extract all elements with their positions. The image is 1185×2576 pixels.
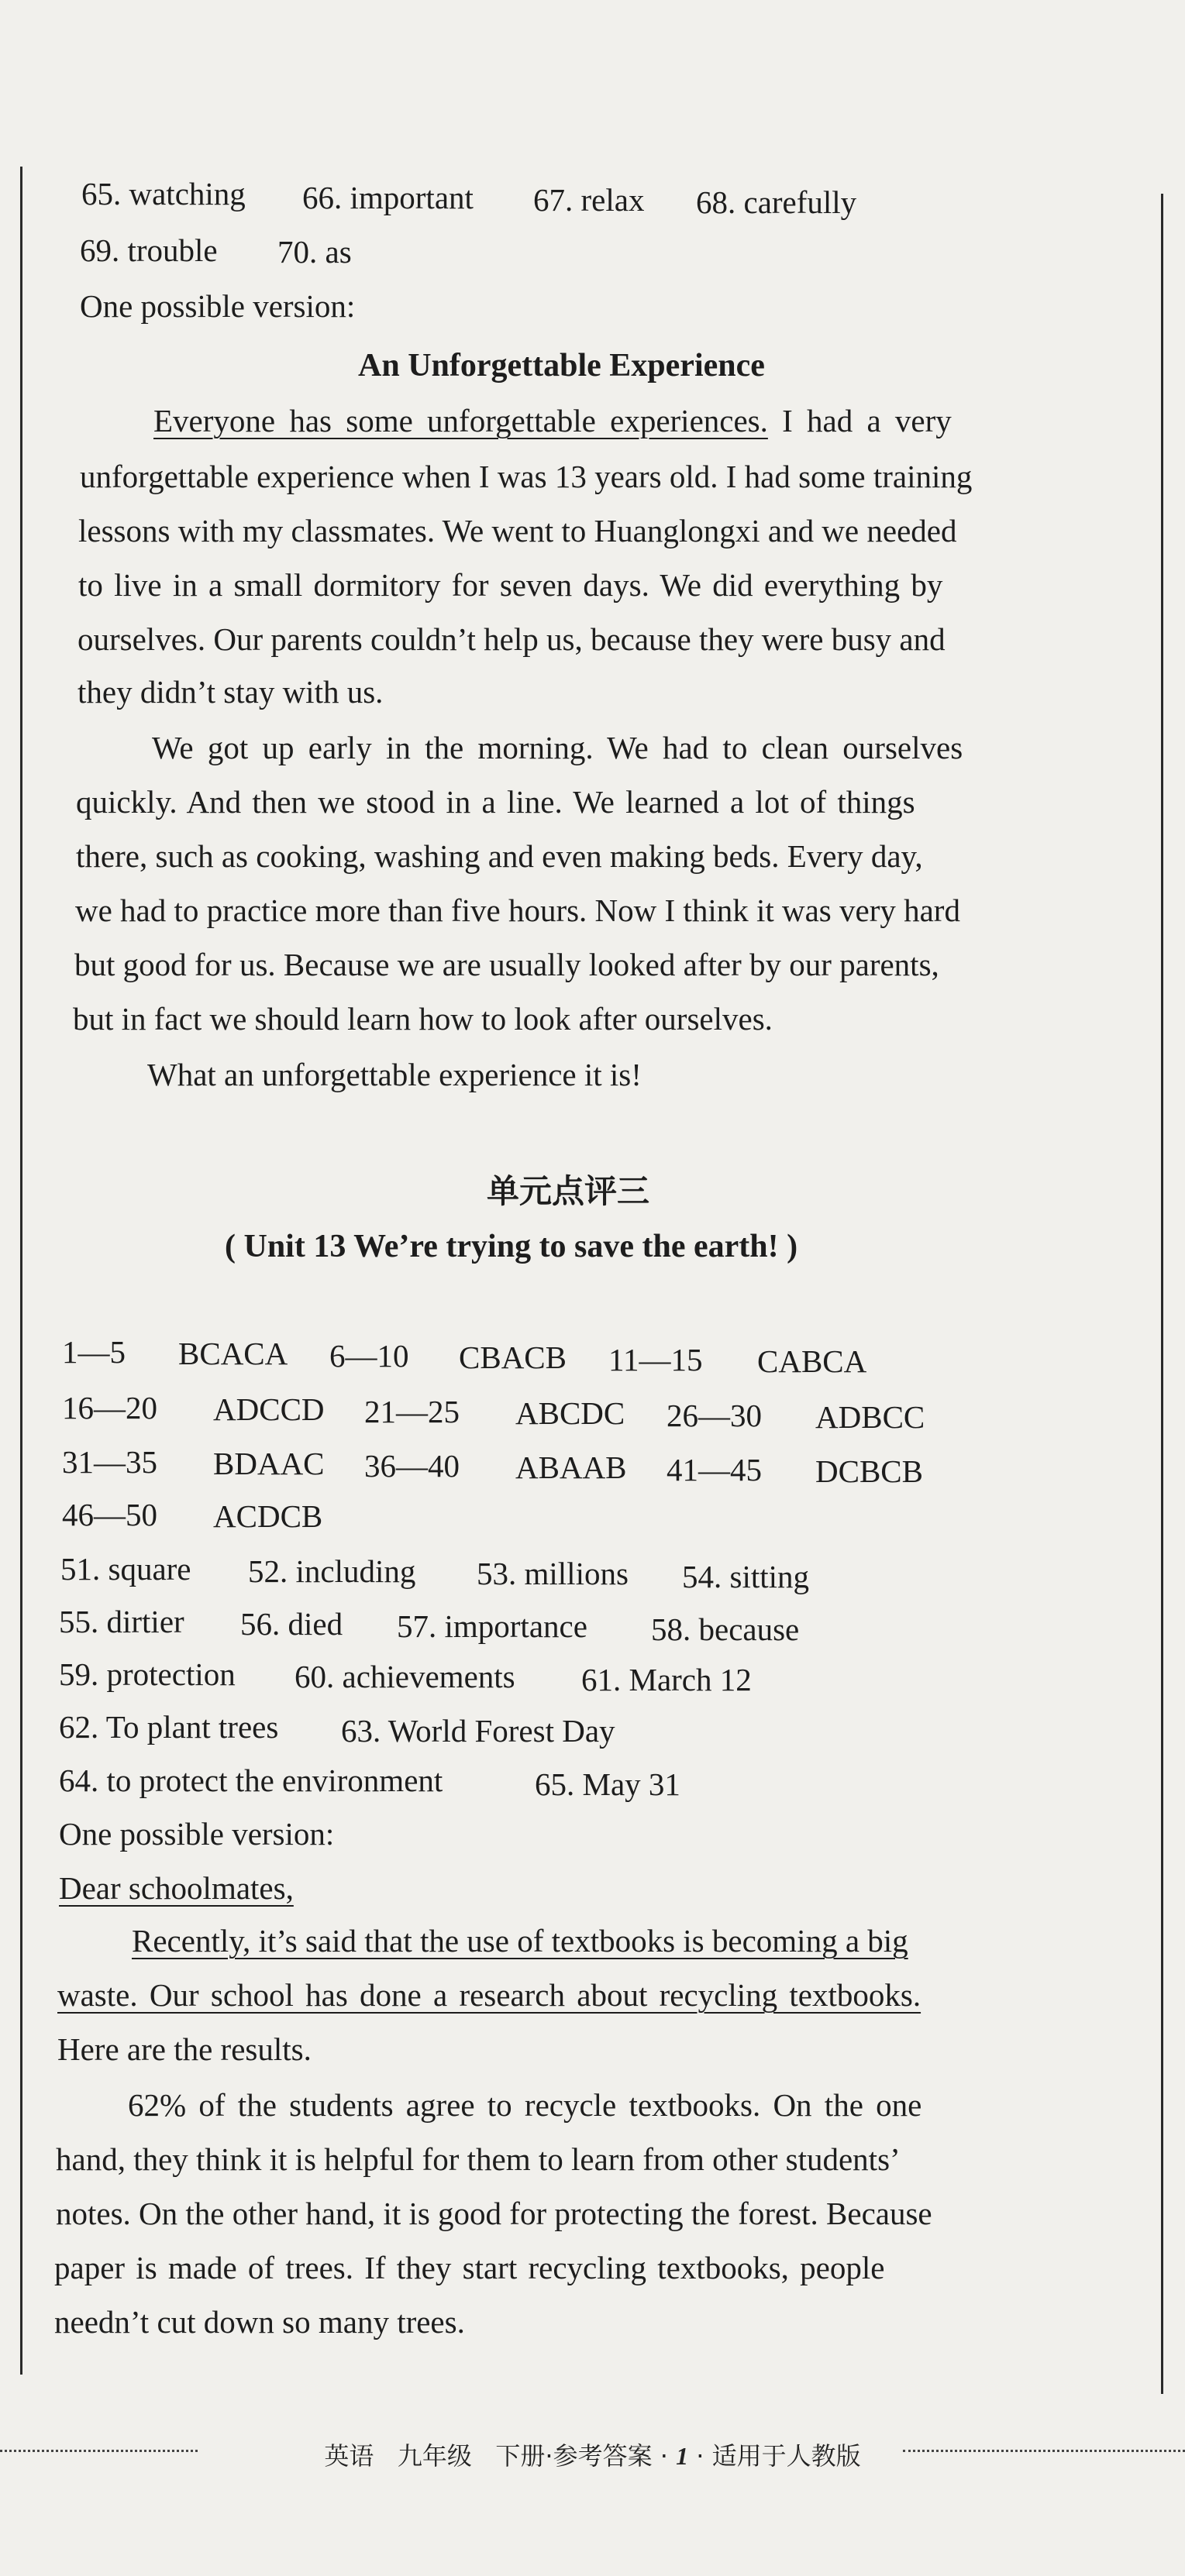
answer-54: 54. sitting: [682, 1559, 810, 1594]
essay2-intro: One possible version:: [59, 1816, 335, 1852]
answer-56: 56. died: [240, 1606, 343, 1642]
answer-66: 66. important: [302, 180, 474, 215]
essay1-p3: What an unforgettable experience it is!: [147, 1057, 642, 1092]
essay1-p1-line4: to live in a small dormitory for seven days. We did everything by: [78, 567, 943, 603]
footer-subject: 英语: [324, 2441, 374, 2471]
choice-answer: BCACA: [178, 1336, 288, 1371]
choice-range: 36—40: [364, 1448, 460, 1484]
choice-answer: DCBCB: [815, 1453, 923, 1489]
answer-62: 62. To plant trees: [59, 1709, 279, 1745]
unit-review-subtitle: ( Unit 13 We’re trying to save the earth! ): [225, 1229, 798, 1264]
essay1-p2-line4: we had to practice more than five hours. Now I think it was very hard: [75, 892, 960, 928]
essay2-p1-line3: Here are the results.: [57, 2031, 312, 2067]
essay1-p1-line5: ourselves. Our parents couldn’t help us, because they were busy and: [78, 621, 946, 657]
footer-grade: 九年级: [397, 2441, 472, 2471]
unit-review-title: 单元点评三: [487, 1172, 650, 1210]
essay1-p2-line1: We got up early in the morning. We had to clean ourselves: [152, 730, 963, 765]
answer-53: 53. millions: [477, 1556, 629, 1591]
choice-range: 26—30: [667, 1398, 762, 1433]
answer-69: 69. trouble: [80, 232, 218, 268]
essay2-p2-line3: notes. On the other hand, it is good for protecting the forest. Because: [56, 2196, 932, 2231]
choice-answer: ADCCD: [213, 1391, 325, 1427]
answer-60: 60. achievements: [295, 1659, 515, 1694]
answer-65: 65. watching: [81, 176, 246, 212]
answer-51: 51. square: [60, 1551, 191, 1587]
choice-answer: CBACB: [459, 1340, 567, 1375]
answer-67: 67. relax: [533, 182, 645, 218]
answer-59: 59. protection: [59, 1656, 236, 1692]
footer-edition: 适用于人教版: [711, 2441, 861, 2471]
essay2-salutation: Dear schoolmates,: [59, 1870, 294, 1906]
choice-range: 1—5: [62, 1334, 126, 1370]
choice-answer: ABCDC: [515, 1395, 625, 1431]
essay1-p2-line6: but in fact we should learn how to look after ourselves.: [73, 1001, 773, 1037]
essay1-p1-line2: unforgettable experience when I was 13 years old. I had some training: [80, 459, 973, 494]
footer-section: 参考答案: [553, 2441, 653, 2471]
essay2-p2-line1: 62% of the students agree to recycle textbooks. On the one: [128, 2087, 922, 2123]
choice-answer: ABAAB: [515, 1450, 627, 1485]
essay1-p2-line2: quickly. And then we stood in a line. We learned a lot of things: [76, 784, 915, 820]
choice-range: 6—10: [329, 1338, 409, 1374]
essay1-p1-line1-rest: I had a very: [782, 403, 952, 439]
essay1-intro: One possible version:: [80, 288, 356, 324]
choice-answer: ADBCC: [815, 1399, 925, 1435]
essay2-p2-line5: needn’t cut down so many trees.: [54, 2304, 465, 2340]
answer-57: 57. importance: [397, 1608, 587, 1644]
page-number: 1: [676, 2442, 689, 2470]
choice-range: 41—45: [667, 1452, 762, 1487]
essay1-p1-line1: [153, 401, 952, 440]
essay1-topic-sentence: Everyone has some unforgettable experiences.: [153, 403, 768, 439]
footer-volume: 下册: [495, 2441, 546, 2471]
answer-70: 70. as: [277, 234, 352, 270]
choice-range: 11—15: [608, 1342, 703, 1377]
answer-55: 55. dirtier: [59, 1604, 184, 1639]
answer-58: 58. because: [651, 1611, 800, 1647]
essay2-p1-line1: Recently, it’s said that the use of textbooks is becoming a big: [132, 1923, 908, 1959]
answer-65b: 65. May 31: [535, 1766, 680, 1802]
essay2-p1-line2: waste. Our school has done a research about recycling textbooks.: [57, 1977, 921, 2013]
choice-range: 31—35: [62, 1444, 157, 1480]
essay2-p2-line2: hand, they think it is helpful for them to learn from other students’: [56, 2141, 901, 2177]
answer-68: 68. carefully: [696, 184, 857, 220]
left-margin-rule: [20, 167, 22, 2375]
answer-64: 64. to protect the environment: [59, 1763, 443, 1798]
answer-61: 61. March 12: [581, 1662, 752, 1697]
essay1-p2-line3: there, such as cooking, washing and even making beds. Every day,: [76, 838, 923, 874]
answer-63: 63. World Forest Day: [341, 1713, 615, 1749]
essay1-p1-line3: lessons with my classmates. We went to Huanglongxi and we needed: [78, 513, 957, 549]
choice-answer: BDAAC: [213, 1446, 325, 1481]
essay1-p1-line6: they didn’t stay with us.: [78, 674, 384, 710]
choice-range: 46—50: [62, 1497, 157, 1532]
choice-range: 21—25: [364, 1394, 460, 1429]
essay2-p2-line4: paper is made of trees. If they start recycling textbooks, people: [54, 2250, 885, 2285]
choice-answer: CABCA: [757, 1343, 867, 1379]
essay1-p2-line5: but good for us. Because we are usually looked after by our parents,: [74, 947, 939, 982]
essay1-title: An Unforgettable Experience: [358, 348, 765, 383]
answer-52: 52. including: [248, 1553, 416, 1589]
right-margin-rule: [1161, 194, 1163, 2394]
choice-range: 16—20: [62, 1390, 157, 1426]
page-footer: 英语 九年级 下册·参考答案 · 1 · 适用于人教版: [324, 2441, 861, 2471]
choice-answer: ACDCB: [213, 1498, 323, 1534]
